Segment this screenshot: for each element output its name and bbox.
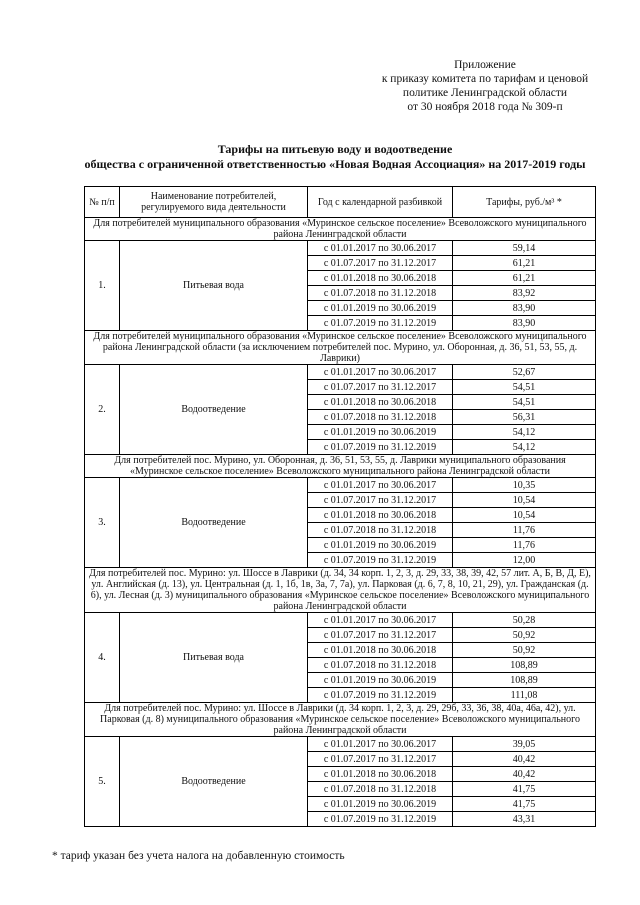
tariff-cell: 40,42 (453, 752, 596, 767)
tariff-cell: 54,51 (453, 395, 596, 410)
period-cell: с 01.07.2019 по 31.12.2019 (308, 316, 453, 331)
group-row (85, 455, 596, 478)
activity-name: Водоотведение (120, 478, 308, 568)
appendix-line: политике Ленинградской области (402, 87, 568, 99)
period-cell: с 01.07.2018 по 31.12.2018 (308, 410, 453, 425)
tariff-table (84, 186, 596, 827)
activity-name: Питьевая вода (120, 613, 308, 703)
row-number: 4. (85, 613, 120, 703)
period-cell: с 01.07.2019 по 31.12.2019 (308, 688, 453, 703)
tariff-cell: 41,75 (453, 782, 596, 797)
tariff-cell: 10,54 (453, 493, 596, 508)
tariff-cell: 50,92 (453, 628, 596, 643)
period-cell: с 01.01.2018 по 30.06.2018 (308, 643, 453, 658)
activity-name: Водоотведение (120, 365, 308, 455)
tariff-cell: 11,76 (453, 523, 596, 538)
period-cell: с 01.07.2017 по 31.12.2017 (308, 752, 453, 767)
tariff-cell: 54,12 (453, 440, 596, 455)
consumer-group-label: Для потребителей муниципального образования «Муринское сельское поселение» Всеволожского муниципального района Ленинградской области (за исключением потребителей пос. Мурино, ул. Оборонная, д. 36, 51, 53, 55, д. Лаврики) (85, 331, 596, 365)
period-cell: с 01.01.2019 по 30.06.2019 (308, 301, 453, 316)
tariff-cell: 10,54 (453, 508, 596, 523)
table-row (85, 241, 596, 256)
appendix-block (340, 58, 630, 114)
period-cell: с 01.07.2018 по 31.12.2018 (308, 523, 453, 538)
period-cell: с 01.01.2017 по 30.06.2017 (308, 478, 453, 493)
tariff-cell: 10,35 (453, 478, 596, 493)
table-header-row (85, 187, 596, 218)
row-number: 5. (85, 737, 120, 827)
period-cell: с 01.07.2017 по 31.12.2017 (308, 256, 453, 271)
tariff-cell: 59,14 (453, 241, 596, 256)
header-tariff: Тарифы, руб./м³ * (453, 187, 596, 218)
period-cell: с 01.07.2017 по 31.12.2017 (308, 380, 453, 395)
tariff-cell: 40,42 (453, 767, 596, 782)
appendix-line: Приложение (454, 59, 516, 71)
footnote: * тариф указан без учета налога на добавленную стоимость (52, 850, 345, 862)
table-row (85, 737, 596, 752)
table-row (85, 613, 596, 628)
consumer-group-label: Для потребителей муниципального образования «Муринское сельское поселение» Всеволожского муниципального района Ленинградской области (85, 218, 596, 241)
period-cell: с 01.01.2017 по 30.06.2017 (308, 241, 453, 256)
activity-name: Водоотведение (120, 737, 308, 827)
period-cell: с 01.01.2018 по 30.06.2018 (308, 508, 453, 523)
tariff-cell: 50,92 (453, 643, 596, 658)
tariff-cell: 61,21 (453, 271, 596, 286)
title-line-2: общества с ограниченной ответственностью «Новая Водная Ассоциация» на 2017-2019 годы (84, 157, 586, 171)
header-num: № п/п (85, 187, 120, 218)
tariff-cell: 56,31 (453, 410, 596, 425)
period-cell: с 01.01.2018 по 30.06.2018 (308, 271, 453, 286)
row-number: 1. (85, 241, 120, 331)
tariff-cell: 41,75 (453, 797, 596, 812)
period-cell: с 01.01.2019 по 30.06.2019 (308, 425, 453, 440)
tariff-cell: 50,28 (453, 613, 596, 628)
appendix-line: от 30 ноября 2018 года № 309-п (407, 101, 563, 113)
header-period: Год с календарной разбивкой (308, 187, 453, 218)
period-cell: с 01.01.2019 по 30.06.2019 (308, 538, 453, 553)
tariff-cell: 54,12 (453, 425, 596, 440)
period-cell: с 01.01.2017 по 30.06.2017 (308, 365, 453, 380)
period-cell: с 01.07.2018 по 31.12.2018 (308, 286, 453, 301)
tariff-cell: 43,31 (453, 812, 596, 827)
appendix-line: к приказу комитета по тарифам и ценовой (381, 73, 589, 85)
period-cell: с 01.07.2018 по 31.12.2018 (308, 658, 453, 673)
tariff-cell: 83,90 (453, 316, 596, 331)
tariff-cell: 108,89 (453, 658, 596, 673)
period-cell: с 01.07.2017 по 31.12.2017 (308, 493, 453, 508)
group-row (85, 703, 596, 737)
activity-name: Питьевая вода (120, 241, 308, 331)
period-cell: с 01.01.2018 по 30.06.2018 (308, 767, 453, 782)
tariff-cell: 108,89 (453, 673, 596, 688)
row-number: 3. (85, 478, 120, 568)
tariff-cell: 39,05 (453, 737, 596, 752)
tariff-cell: 83,92 (453, 286, 596, 301)
table-row (85, 478, 596, 493)
document-title (40, 142, 630, 172)
period-cell: с 01.07.2018 по 31.12.2018 (308, 782, 453, 797)
group-row (85, 218, 596, 241)
header-name: Наименование потребителей, регулируемого вида деятельности (120, 187, 308, 218)
period-cell: с 01.01.2019 по 30.06.2019 (308, 673, 453, 688)
consumer-group-label: Для потребителей пос. Мурино: ул. Шоссе в Лаврики (д. 34 корп. 1, 2, 3, д. 29, 29б, 33, 36, 38, 40а, 46а, 42), ул. Парковая (д. 8) муниципального образования «Муринское сельское поселение» Всеволожского муниципального района Ленинградской области (85, 703, 596, 737)
period-cell: с 01.01.2019 по 30.06.2019 (308, 797, 453, 812)
period-cell: с 01.01.2017 по 30.06.2017 (308, 737, 453, 752)
tariff-cell: 12,00 (453, 553, 596, 568)
period-cell: с 01.07.2017 по 31.12.2017 (308, 628, 453, 643)
tariff-cell: 54,51 (453, 380, 596, 395)
period-cell: с 01.01.2018 по 30.06.2018 (308, 395, 453, 410)
tariff-cell: 61,21 (453, 256, 596, 271)
group-row (85, 568, 596, 613)
table-body (85, 218, 596, 827)
tariff-cell: 83,90 (453, 301, 596, 316)
period-cell: с 01.07.2019 по 31.12.2019 (308, 440, 453, 455)
title-line-1: Тарифы на питьевую воду и водоотведение (217, 142, 453, 156)
consumer-group-label: Для потребителей пос. Мурино: ул. Шоссе в Лаврики (д. 34, 34 корп. 1, 2, 3, д. 29, 33, 38, 39, 42, 57 лит. А, Б, В, Д, Е), ул. Английская (д. 13), ул. Центральная (д. 1, 1б, 1в, 3а, 7, 7а), ул. Парковая (д. 6, 7, 8, 10, 21, 29), ул. Гражданская (д. 6), ул. Лесная (д. 3) муниципального образования «Муринское сельское поселение» Всеволожского муниципального района Ленинградской области (85, 568, 596, 613)
period-cell: с 01.07.2019 по 31.12.2019 (308, 812, 453, 827)
table-row (85, 365, 596, 380)
row-number: 2. (85, 365, 120, 455)
period-cell: с 01.01.2017 по 30.06.2017 (308, 613, 453, 628)
period-cell: с 01.07.2019 по 31.12.2019 (308, 553, 453, 568)
tariff-cell: 111,08 (453, 688, 596, 703)
group-row (85, 331, 596, 365)
consumer-group-label: Для потребителей пос. Мурино, ул. Оборонная, д. 36, 51, 53, 55, д. Лаврики муниципального образования «Муринское сельское поселение» Всеволожского муниципального района Ленинградской области (85, 455, 596, 478)
tariff-cell: 11,76 (453, 538, 596, 553)
tariff-cell: 52,67 (453, 365, 596, 380)
